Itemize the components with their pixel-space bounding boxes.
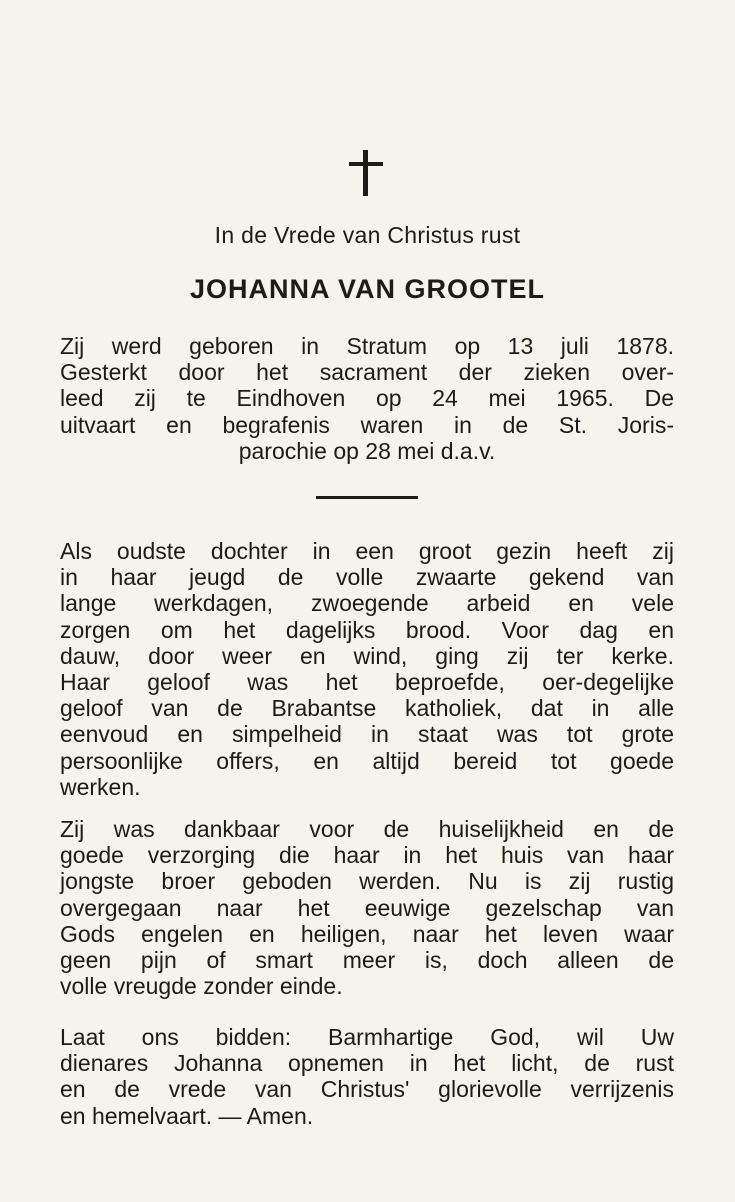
paragraph-line: geloof van de Brabantse katholiek, dat in alle	[60, 695, 674, 722]
intro-line: Gesterkt door het sacrament der zieken over-	[60, 359, 674, 386]
paragraph-line: volle vreugde zonder einde.	[60, 973, 343, 1000]
deceased-name: JOHANNA VAN GROOTEL	[189, 274, 545, 304]
paragraph-line: geen pijn of smart meer is, doch alleen de	[60, 947, 674, 974]
paragraph-line: Zij was dankbaar voor de huiselijkheid en de	[60, 816, 674, 842]
paragraph-line: zorgen om het dagelijks brood. Voor dag en	[60, 616, 674, 643]
gratitude-paragraph	[60, 816, 674, 999]
paragraph-line: in haar jeugd de volle zwaarte gekend van	[60, 564, 674, 591]
paragraph-line: dienares Johanna opnemen in het licht, de rust	[60, 1050, 674, 1077]
paragraph-line: Laat ons bidden: Barmhartige God, wil Uw	[60, 1024, 674, 1050]
subtitle: In de Vrede van Christus rust	[214, 222, 521, 248]
intro-line: parochie op 28 mei d.a.v.	[238, 437, 496, 464]
paragraph-line: persoonlijke offers, en altijd bereid tot goede	[60, 747, 674, 774]
paragraph-line: Haar geloof was het beproefde, oer-degelijke	[60, 669, 674, 696]
life-paragraph	[60, 538, 674, 800]
paragraph-line: overgegaan naar het eeuwige gezelschap van	[60, 894, 674, 921]
paragraph-line: en de vrede van Christus' glorievolle verrijzenis	[60, 1076, 674, 1103]
intro-paragraph	[60, 333, 674, 464]
intro-line: leed zij te Eindhoven op 24 mei 1965. De	[60, 385, 674, 412]
divider-rule	[316, 496, 418, 499]
cross-icon	[349, 150, 383, 196]
paragraph-line: Gods engelen en heiligen, naar het leven waar	[60, 920, 674, 947]
paragraph-line: werken.	[60, 773, 141, 800]
paragraph-line: jongste broer geboden werden. Nu is zij rustig	[60, 868, 674, 895]
intro-line: uitvaart en begrafenis waren in de St. Joris-	[60, 411, 674, 438]
intro-line: Zij werd geboren in Stratum op 13 juli 1878.	[60, 333, 674, 359]
paragraph-line: goede verzorging die haar in het huis van haar	[60, 842, 674, 869]
paragraph-line: lange werkdagen, zwoegende arbeid en vele	[60, 590, 674, 617]
paragraph-line: Als oudste dochter in een groot gezin heeft zij	[60, 538, 674, 564]
prayer-paragraph	[60, 1024, 674, 1129]
paragraph-line: eenvoud en simpelheid in staat was tot grote	[60, 721, 674, 748]
paragraph-line: en hemelvaart. — Amen.	[60, 1102, 314, 1129]
paragraph-line: dauw, door weer en wind, ging zij ter kerke.	[60, 642, 674, 669]
